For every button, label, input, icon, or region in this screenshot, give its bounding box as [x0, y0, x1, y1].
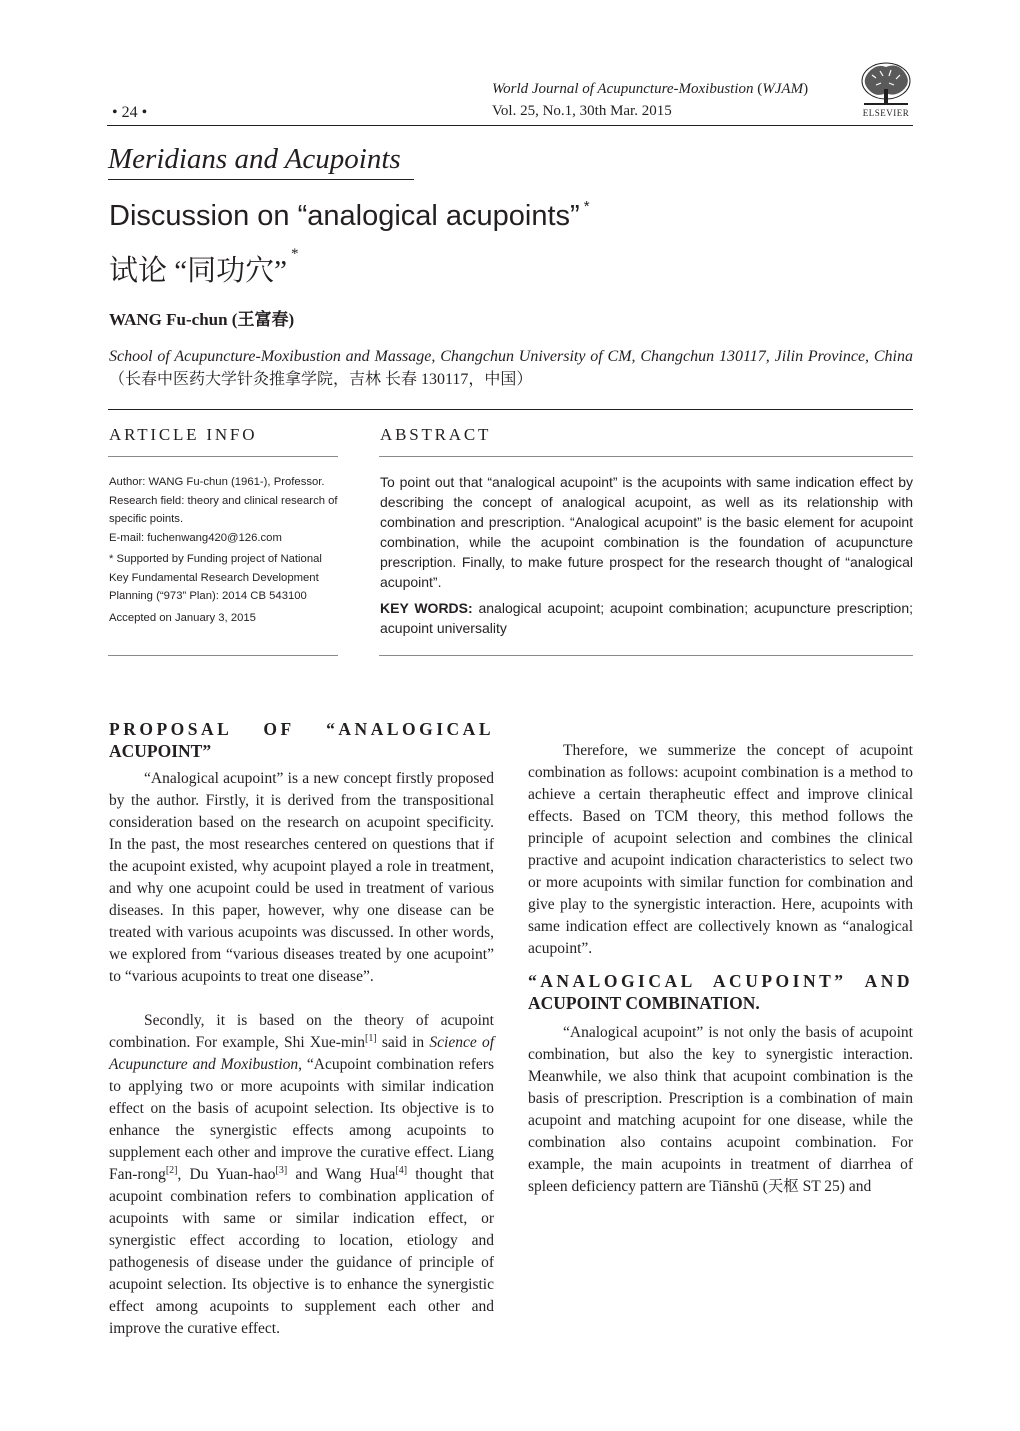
- journal-abbr-close: ): [803, 81, 809, 97]
- article-title-en: [109, 200, 590, 233]
- heading-proposal-line2: ACUPOINT”: [109, 741, 212, 761]
- info-funding: * Supported by Funding project of National Key Fundamental Research Development Planning (“973” Plan): 2014 CB 543100: [109, 553, 322, 602]
- affiliation-zh: （长春中医药大学针灸推拿学院，吉林 长春 130117，中国）: [109, 371, 533, 388]
- journal-title: World Journal of Acupuncture-Moxibustion: [492, 81, 754, 97]
- author-name: WANG Fu-chun (王富春): [109, 310, 295, 329]
- title-zh-footnote-mark: *: [291, 246, 299, 262]
- title-zh-text: 试论 “同功穴”: [109, 255, 287, 287]
- book-title: Science of Acupuncture and Moxibustion: [109, 1034, 495, 1073]
- heading-combination-line2: ACUPOINT COMBINATION.: [528, 993, 760, 1013]
- heading-proposal: PROPOSAL OF “ANALOGICAL: [109, 719, 494, 739]
- keywords: [380, 598, 913, 638]
- article-info: [109, 473, 341, 627]
- info-email: E-mail: fuchenwang420@126.com: [109, 531, 282, 544]
- citation-1: [1]: [364, 1033, 377, 1044]
- affiliation: [109, 345, 913, 391]
- title-en-text: Discussion on “analogical acupoints”: [109, 200, 580, 232]
- article-info-rule: [108, 456, 338, 457]
- paragraph-2: Secondly, it is based on the theory of acupoint combination. For example, Shi Xue-min[1] said in Science of Acupuncture and Moxibustion, “Acupoint combination refers to applying two or more acupoints with similar indication effect on the basis of acupoint selection. Its objective is to enhance the synergistic effects among acupoints to supplement each other and improve the curative effect. Liang Fan-rong[2], Du Yuan-hao[3] and Wang Hua[4] thought that acupoint combination refers to combination application of acupoints with same or similar indication effect, or synergistic effect according to location, etiology and pathogenesis of disease under the guidance of principle of acupoint selection. Its objective is to enhance the synergistic effect among acupoints to supplement each other and improve the curative effect.: [109, 1012, 495, 1337]
- body-column-left: [109, 718, 494, 1340]
- abstract-heading: ABSTRACT: [380, 425, 492, 444]
- keywords-label: KEY WORDS:: [380, 600, 473, 616]
- citation-2: [2]: [165, 1165, 178, 1176]
- body-column-right: [528, 718, 913, 1198]
- abstract-rule-bottom: [379, 655, 913, 656]
- header-rule: [107, 125, 913, 126]
- abstract-rule: [379, 456, 913, 457]
- publisher-name: ELSEVIER: [862, 108, 910, 118]
- heading-combination: “ANALOGICAL ACUPOINT” AND: [528, 971, 913, 991]
- abstract-body: [380, 472, 913, 638]
- paragraph-1: “Analogical acupoint” is a new concept firstly proposed by the author. Firstly, it is derived from the transpositional consideration based on the research on acupoint specificity. In the past, the most researches centered on questions that if the acupoint existed, why acupoint played a role in treatment, and why one acupoint could be used in treatment of various diseases. In this paper, however, why one disease can be treated with various acupoints was discussed. In other words, we explored from “various diseases treated by one acupoint” to “various acupoints to treat one disease”.: [109, 770, 494, 985]
- paragraph-3: Therefore, we summerize the concept of acupoint combination as follows: acupoint combination is a method to achieve a certain therapheutic effect and improve clinical effects. Based on TCM theory, this method follows the principle of acupoint selection and combines the clinical practive and acupoint indication characteristics to select two or more acupoints with similar function for combination and give play to the synergistic interaction. Here, acupoints with same indication effect are collectively known as “analogical acupoint”.: [528, 742, 913, 957]
- journal-name: [492, 81, 808, 98]
- citation-3: [3]: [275, 1165, 288, 1176]
- page-number: • 24 •: [112, 104, 148, 121]
- section-rule: [108, 179, 414, 180]
- info-author: Author: WANG Fu-chun (1961-), Professor. Research field: theory and clinical research of specific points.: [109, 476, 338, 525]
- keywords-text: analogical acupoint; acupoint combination; acupuncture prescription; acupoint universality: [380, 600, 914, 636]
- info-accepted: Accepted on January 3, 2015: [109, 611, 256, 624]
- journal-abbr: WJAM: [762, 81, 804, 97]
- article-info-rule-bottom: [108, 655, 338, 656]
- divider-top: [108, 409, 913, 410]
- citation-4: [4]: [395, 1165, 408, 1176]
- abstract-text: To point out that “analogical acupoint” is the acupoints with same indication effect by describing the concept of analogical acupoint, as well as its relationship with combination and prescription. “Analogical acupoint” is the basic element for acupoint combination, while the acupoint combination is the foundation of acupuncture prescription. Finally, to make future prospect for the research thought of “analogical acupoint”.: [380, 474, 913, 590]
- article-info-heading: ARTICLE INFO: [109, 425, 258, 444]
- paragraph-4: “Analogical acupoint” is not only the basis of acupoint combination, but also the key to synergistic interaction. Meanwhile, we also think that acupoint combination is the basis of prescription. Prescription is a combination of main acupoint and matching acupoint for one disease, while the combination also contains acupoint combination. For example, the main acupoints in treatment of diarrhea of spleen deficiency pattern are Tiānshū (天枢 ST 25) and: [528, 1024, 913, 1195]
- title-en-footnote-mark: *: [583, 198, 590, 215]
- issue-info: Vol. 25, No.1, 30th Mar. 2015: [492, 103, 672, 119]
- section-title: Meridians and Acupoints: [108, 143, 401, 175]
- article-title-zh: [109, 248, 299, 289]
- journal-abbr-open: (: [753, 81, 763, 97]
- affiliation-en: School of Acupuncture-Moxibustion and Massage, Changchun University of CM, Changchun 130117, Jilin Province, China: [109, 348, 913, 365]
